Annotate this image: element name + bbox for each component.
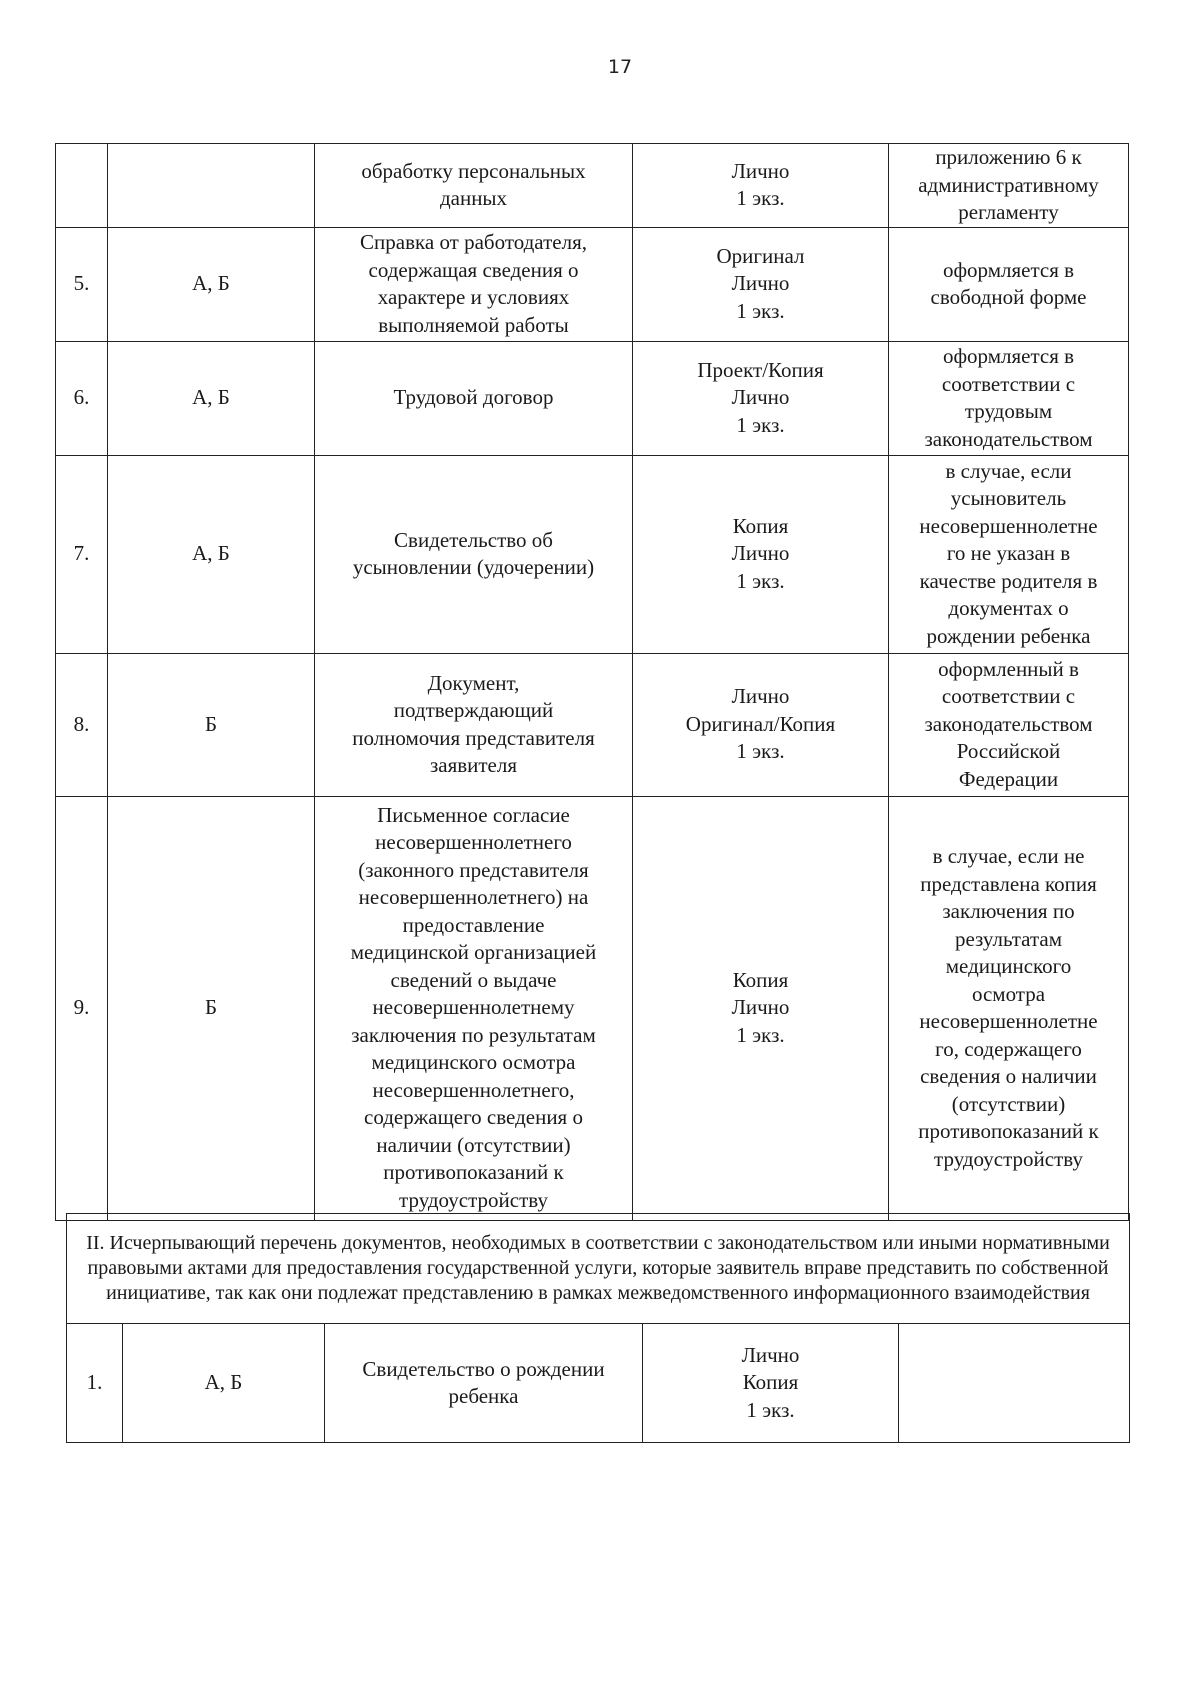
applicant-category: А, Б — [123, 1324, 325, 1443]
document-name: Трудовой договор — [315, 341, 633, 455]
row-number: 1. — [67, 1324, 123, 1443]
applicant-category: А, Б — [108, 227, 315, 341]
note: приложению 6 к административному регламенту — [889, 144, 1129, 228]
row-number: 6. — [56, 341, 108, 455]
table-row — [56, 144, 1129, 228]
table-row — [56, 653, 1129, 796]
table-row — [67, 1324, 1130, 1443]
submission-form: Оригинал Лично 1 экз. — [633, 227, 889, 341]
note — [899, 1324, 1130, 1443]
row-number: 8. — [56, 653, 108, 796]
note: в случае, если усыновитель несовершеннолетне го не указан в качестве родителя в документах о рождении ребенка — [889, 455, 1129, 653]
row-number — [56, 144, 108, 228]
row-number: 7. — [56, 455, 108, 653]
section-heading-row — [67, 1214, 1130, 1324]
table-row — [56, 341, 1129, 455]
submission-form: Копия Лично 1 экз. — [633, 796, 889, 1220]
row-number: 9. — [56, 796, 108, 1220]
interagency-documents-table — [66, 1213, 1130, 1443]
document-name: обработку персональных данных — [315, 144, 633, 228]
submission-form: Копия Лично 1 экз. — [633, 455, 889, 653]
submission-form: Лично 1 экз. — [633, 144, 889, 228]
document-name: Документ, подтверждающий полномочия представителя заявителя — [315, 653, 633, 796]
table-row — [56, 455, 1129, 653]
documents-table — [55, 143, 1129, 1221]
note: оформленный в соответствии с законодательством Российской Федерации — [889, 653, 1129, 796]
table-row — [56, 227, 1129, 341]
document-name: Справка от работодателя, содержащая сведения о характере и условиях выполняемой работы — [315, 227, 633, 341]
note: оформляется в свободной форме — [889, 227, 1129, 341]
section-heading: II. Исчерпывающий перечень документов, необходимых в соответствии с законодательством или иными нормативными правовыми актами для предоставления государственной услуги, которые заявитель вправе представить по собственной инициативе, так как они подлежат представлению в рамках межведомственного информационного взаимодействия — [67, 1214, 1130, 1324]
submission-form: Лично Копия 1 экз. — [643, 1324, 899, 1443]
row-number: 5. — [56, 227, 108, 341]
submission-form: Проект/Копия Лично 1 экз. — [633, 341, 889, 455]
table-row — [56, 796, 1129, 1220]
applicant-category: А, Б — [108, 341, 315, 455]
document-name: Свидетельство о рождении ребенка — [325, 1324, 643, 1443]
page-number: 17 — [607, 56, 633, 78]
applicant-category: Б — [108, 796, 315, 1220]
document-name: Свидетельство об усыновлении (удочерении) — [315, 455, 633, 653]
note: в случае, если не представлена копия заключения по результатам медицинского осмотра несовершеннолетне го, содержащего сведения о наличии (отсутствии) противопоказаний к трудоустройству — [889, 796, 1129, 1220]
submission-form: Лично Оригинал/Копия 1 экз. — [633, 653, 889, 796]
applicant-category — [108, 144, 315, 228]
applicant-category: Б — [108, 653, 315, 796]
note: оформляется в соответствии с трудовым законодательством — [889, 341, 1129, 455]
applicant-category: А, Б — [108, 455, 315, 653]
document-name: Письменное согласие несовершеннолетнего (законного представителя несовершеннолетнего) на предоставление медицинской организацией сведений о выдаче несовершеннолетнему заключения по результатам медицинского осмотра несовершеннолетнего, содержащего сведения о наличии (отсутствии) противопоказаний к трудоустройству — [315, 796, 633, 1220]
